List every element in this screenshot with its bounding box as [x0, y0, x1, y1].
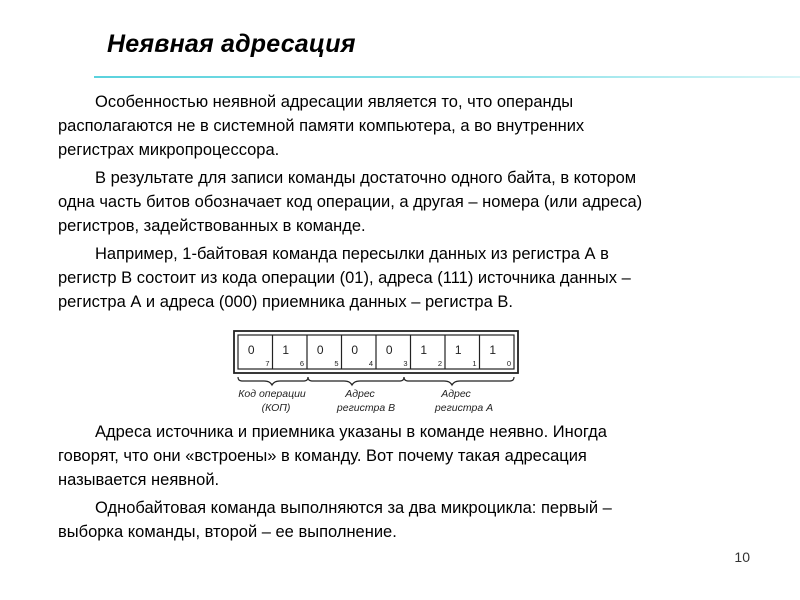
bit-value: 0 [385, 343, 393, 357]
bit-position: 4 [368, 359, 374, 368]
paragraph-1 [58, 90, 748, 162]
bit-position: 6 [299, 359, 305, 368]
paragraph-4-line-1: Адреса источника и приемника указаны в команде неявно. Иногда [95, 423, 607, 441]
brace-reg-a [404, 377, 514, 385]
paragraph-2 [58, 166, 748, 238]
group-label-reg-b: Адрес [345, 388, 375, 400]
bit-position: 3 [403, 359, 408, 368]
paragraph-4-line-3: называется неявной. [58, 471, 220, 489]
paragraph-1-line-1: Особенностью неявной адресации является то, что операнды [95, 93, 574, 111]
title-underline [94, 76, 800, 78]
paragraph-4 [58, 420, 748, 492]
bit-value: 1 [282, 343, 290, 357]
bit-value: 0 [351, 343, 359, 357]
bit-value: 0 [316, 343, 324, 357]
bit-position: 7 [265, 359, 270, 368]
paragraph-4-line-2: говорят, что они «встроены» в команду. Вот почему такая адресация [58, 447, 587, 465]
bit-value: 0 [247, 343, 255, 357]
group-label-reg-b-name: регистра В [336, 402, 396, 414]
paragraph-3-line-2: регистр В состоит из кода операции (01), адреса (111) источника данных – [58, 269, 631, 287]
brace-opcode [238, 377, 308, 385]
paragraph-3-line-1: Например, 1-байтовая команда пересылки данных из регистра А в [95, 245, 609, 263]
paragraph-1-line-3: регистрах микропроцессора. [58, 141, 280, 159]
paragraph-2-line-2: одна часть битов обозначает код операции, а другая – номера (или адреса) [58, 193, 643, 211]
paragraph-1-line-2: располагаются не в системной памяти компьютера, а во внутренних [58, 117, 585, 135]
instruction-byte-diagram [232, 329, 522, 419]
bit-position: 0 [506, 359, 512, 368]
bit-value: 1 [489, 343, 497, 357]
bit-value: 1 [420, 343, 428, 357]
page-number: 10 [734, 549, 750, 565]
group-label-opcode-abbr: (КОП) [261, 402, 291, 414]
slide-title: Неявная адресация [107, 30, 356, 58]
group-label-opcode: Код операции [238, 388, 306, 400]
bit-position: 5 [334, 359, 339, 368]
paragraph-5-line-1: Однобайтовая команда выполняются за два микроцикла: первый – [95, 499, 612, 517]
brace-reg-b [308, 377, 404, 385]
paragraph-3 [58, 242, 748, 314]
paragraph-2-line-1: В результате для записи команды достаточно одного байта, в котором [95, 169, 637, 187]
group-label-reg-a-name: регистра А [434, 402, 494, 414]
bit-value: 1 [454, 343, 462, 357]
group-label-reg-a: Адрес [441, 388, 471, 400]
paragraph-5 [58, 496, 748, 544]
bit-position: 2 [437, 359, 443, 368]
paragraph-2-line-3: регистров, задействованных в команде. [58, 217, 366, 235]
group-braces [238, 377, 514, 385]
paragraph-3-line-3: регистра А и адреса (000) приемника данных – регистра В. [58, 293, 513, 311]
paragraph-5-line-2: выборка команды, второй – ее выполнение. [58, 523, 397, 541]
bit-position: 1 [472, 359, 477, 368]
